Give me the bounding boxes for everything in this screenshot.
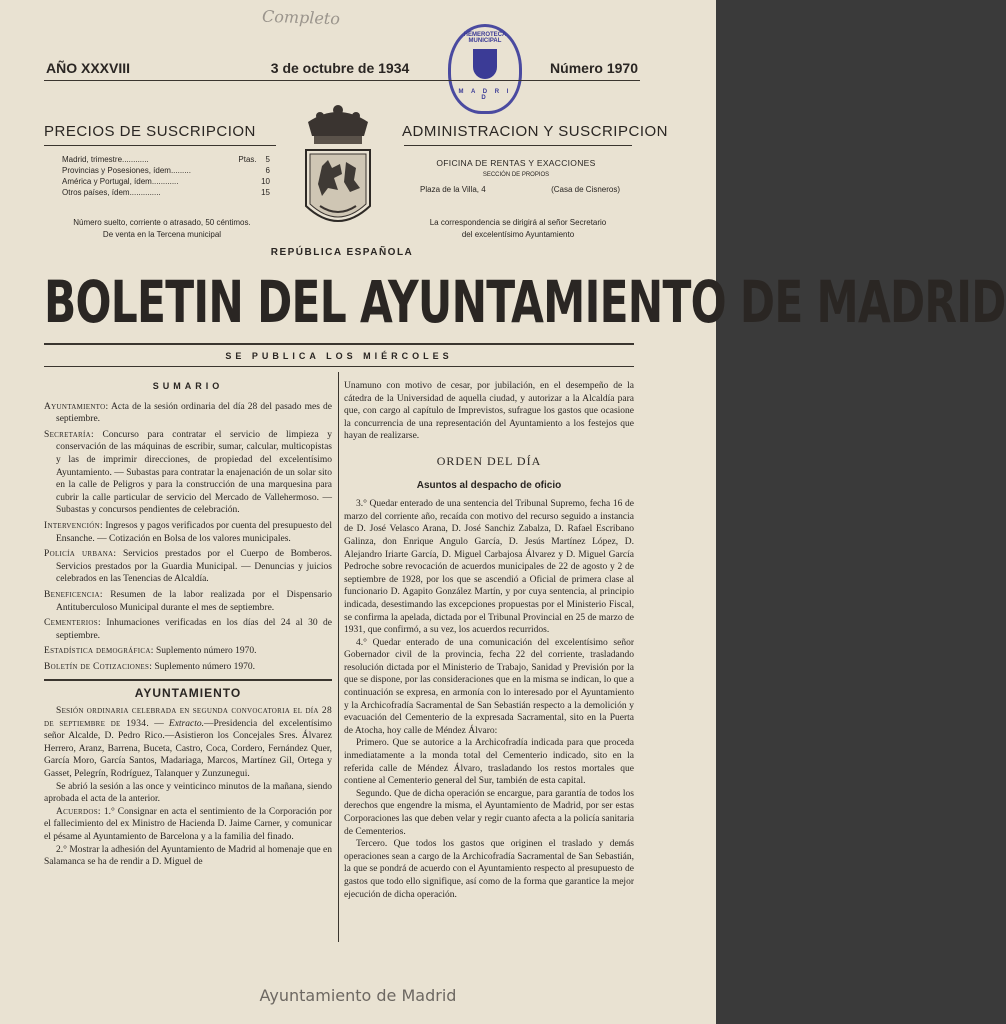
paragraph: 3.° Quedar enterado de una sentencia del Tribunal Supremo, fecha 16 de marzo del corriente año, recaída con motivo del recurso seguido a instancia de D. José Velasco Arana, D. José Sanchiz Zabalza, D. Rafael Escribano Galinza, don Enrique Angulo García, D. Jesús Martínez López, D. Alejandro Iriarte García, D. Miguel Carbajosa Álvarez y D. Miguel García Pedroche sobre revocación de acuerdos municipales de 22 de agosto y 2 de septiembre de 1928, por los que se ascendió a Oficial de primera clase al funcionario D. Agapito González Martín, y por cuya sentencia, al principio indicada, desestimando las excepciones propuestas por el Ministerio Fiscal, se confirma la apelada, dictada por el Tribunal Provincial en 25 de marzo de 1931, que confirmó, a su vez, los acuerdos recurridos. xyxy=(344,499,634,636)
date-label: 3 de octubre de 1934 xyxy=(270,60,410,76)
sumario-column xyxy=(44,380,332,869)
sumario-entry: Boletín de Cotizaciones: Suplemento número 1970. xyxy=(44,661,256,672)
office-name: OFICINA DE RENTAS Y EXACCIONES xyxy=(436,158,596,168)
divider xyxy=(44,679,332,681)
sumario-entry: Policía urbana: Servicios prestados por el Cuerpo de Bomberos. Servicios prestados por la Guardia Municipal. — Denuncias y juicios celebrados en las Tenencias de Alcaldía. xyxy=(44,549,333,585)
sumario-entry: Cementerios: Inhumaciones verificadas en los días del 24 al 30 de septiembre. xyxy=(44,618,332,641)
column-divider xyxy=(338,372,339,942)
sumario-entry: Beneficencia: Resumen de la labor realizada por el Dispensario Antituberculoso Municipal durante el mes de septiembre. xyxy=(44,589,332,613)
divider xyxy=(44,145,276,146)
orden-heading: ORDEN DEL DÍA xyxy=(436,453,542,468)
right-column xyxy=(344,380,634,901)
prices-note: Número suelto, corriente o atrasado, 50 céntimos. De venta en la Tercena municipal xyxy=(73,218,251,239)
paragraph: Segundo. Que de dicha operación se encargue, para garantía de todos los derechos que engendre la misma, el Ayuntamiento de Madrid, por ser estas Corporaciones las que deben velar y regir cuanto afecta a la policía sanitaria de Cementerios. xyxy=(344,788,634,837)
price-row: América y Portugal, ídem............ 10 xyxy=(62,177,270,186)
paragraph: Primero. Que se autorice a la Archicofradía indicada para que proceda inmediatamente a la monda total del Cementerio indicado, sito en la referida calle de Méndez Álvaro, trasladando los restos mortales que contiene al Cementerio general del Sur, también de esta capital. xyxy=(344,738,634,787)
session-paragraph: Sesión ordinaria celebrada en segunda convocatoria el día 28 de septiembre de 1934. — Extracto.—Presidencia del excelentísimo señor Alcalde, D. Pedro Rico.—Asistieron los Concejales Sres. Álvarez Herrero, Aranz, Barrena, Buceta, Castro, Coca, Cordero, Fernández Quer, García Moro, García Santos, Madariaga, Marcos, Martínez Gil, Ortega y Gasset, Pelegrín, Rodríguez, Talanquer y Zunzunegui. xyxy=(44,706,333,780)
paragraph: 4.° Quedar enterado de una comunicación del excelentísimo señor Gobernador civil de la provincia, fecha 22 del corriente, trasladando resolución dictada por el Ministerio de Trabajo, Sanidad y Previsión por la que se dispone, por las consideraciones que en la misma se indican, lo que a continuación se expresa, en armonía con lo interesado por el Ayuntamiento y la Archicofradía Sacramental de San Sebastián respecto a la demolición y evacuación del Cementerio de la expresada Sacramental, sito en la Puerta de Atocha, hoy calle de Méndez Álvaro: xyxy=(344,637,634,736)
paragraph: Acuerdos: 1.° Consignar en acta el sentimiento de la Corporación por el fallecimiento del ex Ministro de Hacienda D. Jaime Carner, y comunicar el pésame al Ayuntamiento de Barcelona y a la familia del finado. xyxy=(44,806,333,842)
office-section: SECCIÓN DE PROPIOS xyxy=(482,172,550,178)
admin-note: La correspondencia se dirigirá al señor Secretario del excelentísimo Ayuntamiento xyxy=(429,218,607,239)
price-row: Madrid, trimestre............ Ptas. 5 xyxy=(62,155,270,164)
issue-number: Número 1970 xyxy=(550,60,638,76)
sumario-entry: Intervención: Ingresos y pagos verificados por cuenta del presupuesto del Ensanche. — Cotización en Bolsa de los valores municipales. xyxy=(44,520,332,544)
madrid-coat-of-arms-icon xyxy=(300,106,376,242)
page-title: BOLETIN DEL AYUNTAMIENTO DE MADRID xyxy=(44,268,1006,336)
ayuntamiento-heading: AYUNTAMIENTO xyxy=(134,686,242,701)
sumario-entry: Ayuntamiento: Acta de la sesión ordinaria del día 28 del pasado mes de septiembre. xyxy=(44,401,332,425)
prices-heading: PRECIOS DE SUSCRIPCION xyxy=(44,123,256,140)
paragraph: Se abrió la sesión a las once y veinticinco minutos de la mañana, siendo aprobada el acta de la anterior. xyxy=(44,781,332,805)
asuntos-heading: Asuntos al despacho de oficio xyxy=(416,479,562,491)
stamp-letters: M A D R I D xyxy=(458,89,512,101)
masthead-topline xyxy=(46,60,638,76)
handwritten-note: Completo xyxy=(261,6,341,29)
paragraph: Tercero. Que todos los gastos que originen el traslado y demás operaciones sean a cargo de la Archicofradía Sacramental de San Sebastián, la que se pondrá de acuerdo con el Ayuntamiento respecto al presupuesto de gastos que todo ello signifique, así como de la forma que garantice la mejor ejecución de dicha operación. xyxy=(344,839,634,900)
price-row: Otros países, ídem.............. 15 xyxy=(62,188,270,197)
publication-schedule: SE PUBLICA LOS MIÉRCOLES xyxy=(225,351,453,361)
year-label: AÑO XXXVIII xyxy=(46,60,131,76)
divider xyxy=(404,145,632,146)
sumario-heading: SUMARIO xyxy=(152,381,224,391)
admin-heading: ADMINISTRACION Y SUSCRIPCION xyxy=(402,123,668,140)
office-address: Plaza de la Villa, 4 (Casa de Cisneros) xyxy=(420,185,620,194)
price-row: Provincias y Posesiones, ídem......... 6 xyxy=(62,166,270,175)
divider xyxy=(44,80,640,81)
paragraph: 2.° Mostrar la adhesión del Ayuntamiento de Madrid al homenaje que en Salamanca se ha de rendir a D. Miguel de xyxy=(44,844,332,868)
paragraph: Unamuno con motivo de cesar, por jubilación, en el desempeño de la cátedra de la Universidad de aquella ciudad, y autorizar a la Alcaldía para que, con cargo al capítulo de Imprevistos, sufrague los gastos que ocasione la concurrencia de una representación del Ayuntamiento a los festejos que hayan de realizarse. xyxy=(344,381,634,442)
divider xyxy=(44,366,634,367)
republic-label: REPÚBLICA ESPAÑOLA xyxy=(270,247,414,258)
divider xyxy=(44,343,634,345)
archive-watermark: Ayuntamiento de Madrid xyxy=(259,986,457,1005)
price-list xyxy=(62,154,270,198)
stamp-text: HEMEROTECA MUNICIPAL xyxy=(463,32,507,44)
sumario-entry: Estadística demográfica: Suplemento número 1970. xyxy=(44,646,257,657)
sumario-entry: Secretaría: Concurso para contratar el servicio de limpieza y conservación de las máquinas de escribir, sumar, calcular, multicopistas y las de imprimir direcciones, de propiedad del excelentísimo Ayuntamiento. — Subastas para contratar la enajenación de un solar sito en la calle de Peligros y para la construcción de una marquesina para cubrir la calle particular de servicio del Mercado de Vallehermoso. — Subastas y concursos pendientes de celebración. xyxy=(44,429,333,516)
